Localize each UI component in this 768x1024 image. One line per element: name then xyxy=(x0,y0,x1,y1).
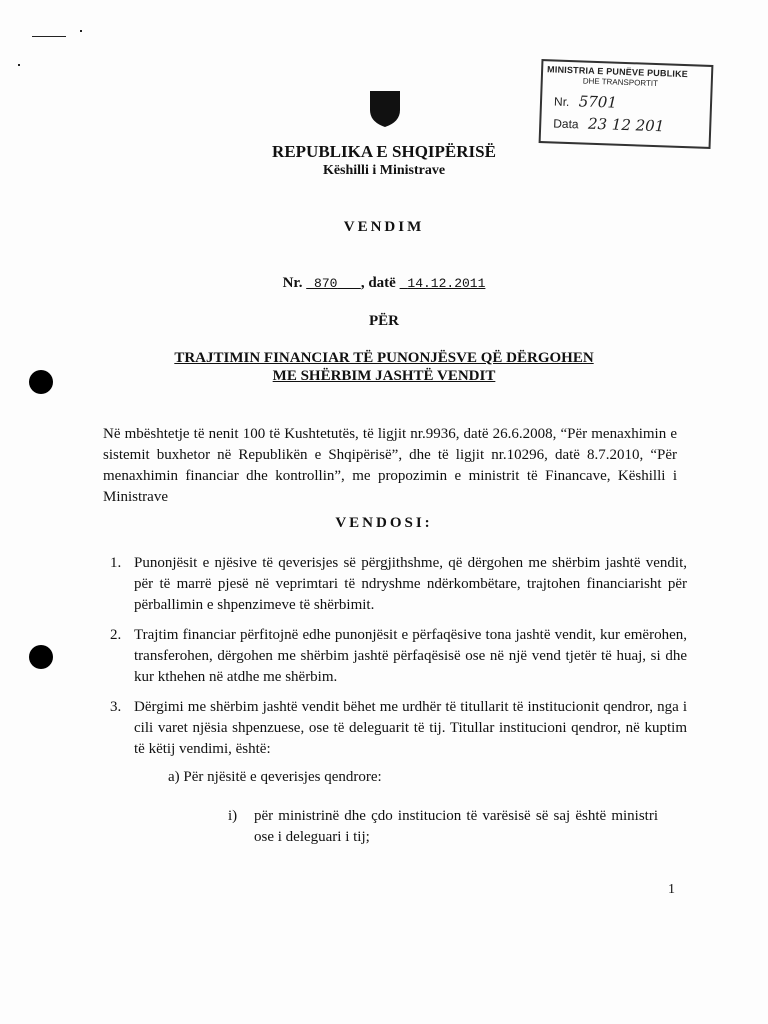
decision-number-line xyxy=(0,275,768,292)
coat-of-arms-icon xyxy=(369,90,401,128)
title-line-1: TRAJTIMIN FINANCIAR TË PUNONJËSVE QË DËRGOHEN xyxy=(174,350,594,366)
scan-mark xyxy=(32,36,66,37)
page-number: 1 xyxy=(668,882,675,897)
subsection-i-text: për ministrinë dhe çdo institucion të varësisë së saj është ministri ose i deleguari i tij; xyxy=(254,808,658,845)
stamp-nr-label: Nr. xyxy=(553,94,570,110)
nr-value: 870 xyxy=(314,276,338,291)
council-heading: Këshilli i Ministrave xyxy=(322,163,446,178)
subsection-i-number: i) xyxy=(228,808,238,824)
republic-heading: REPUBLIKA E SHQIPËRISË xyxy=(272,142,496,161)
date-value: 14.12.2011 xyxy=(407,276,486,291)
vendosi-heading: VENDOSI: xyxy=(335,515,433,531)
item-text: Dërgimi me shërbim jashtë vendit bëhet me urdhër të titullarit të institucionit qendror, nga i cili varet njësia shpenzuese, ose të deleguarit të tij. Titullar institucioni qendror, në kuptim të këtij vendimi, është: xyxy=(134,699,687,757)
stamp-nr-value: 5701 xyxy=(578,92,618,112)
item-number: 2. xyxy=(110,627,122,643)
item-text: Trajtim financiar përfitojnë edhe punonjësit e përfaqësive tona jashtë vendit, kur emërohen, transferohen, dërgohen me shërbim jashtë përfaqësisë ose në një vend tjetër të huaj, si dhe kur kthehen në atdhe me shërbim. xyxy=(134,627,687,685)
scan-mark xyxy=(18,64,20,66)
title-line-2: ME SHËRBIM JASHTË VENDIT xyxy=(272,368,496,384)
item-number: 1. xyxy=(110,555,122,571)
punch-hole xyxy=(29,645,53,669)
item-number: 3. xyxy=(110,699,122,715)
registration-stamp xyxy=(539,59,714,149)
date-label: , datë xyxy=(360,275,396,291)
item-text: Punonjësit e njësive të qeverisjes së përgjithshme, që dërgohen me shërbim jashtë vendit, për të marrë pjesë në veprimtari të ndryshme ndërkombëtare, trajtohen financiarisht për përballimin e shpenzimeve të shërbimit. xyxy=(134,555,687,613)
stamp-number-row xyxy=(554,91,617,111)
stamp-ministry: MINISTRIA E PUNËVE PUBLIKE xyxy=(546,64,689,80)
nr-label: Nr. xyxy=(282,275,303,291)
stamp-date-value: 23 12 201 xyxy=(587,114,665,136)
scan-mark xyxy=(80,30,82,32)
per-heading: PËR xyxy=(369,313,399,329)
document-type: VENDIM xyxy=(343,219,425,235)
stamp-date-label: Data xyxy=(553,116,579,132)
stamp-ministry-line2: DHE TRANSPORTIT xyxy=(582,76,659,89)
stamp-date-row xyxy=(553,113,665,135)
intro-paragraph: Në mbështetje të nenit 100 të Kushtetutës, të ligjit nr.9936, datë 26.6.2008, “Për menaxhimin e sistemit buxhetor në Republikën e Shqipërisë”, dhe të ligjit nr.10296, datë 8.7.2010, “Për menaxhimin financiar dhe kontrollin”, me propozimin e ministrit të Financave, Këshilli i Ministrave xyxy=(103,426,677,505)
subsection-a: a) Për njësitë e qeverisjes qendrore: xyxy=(168,769,382,785)
